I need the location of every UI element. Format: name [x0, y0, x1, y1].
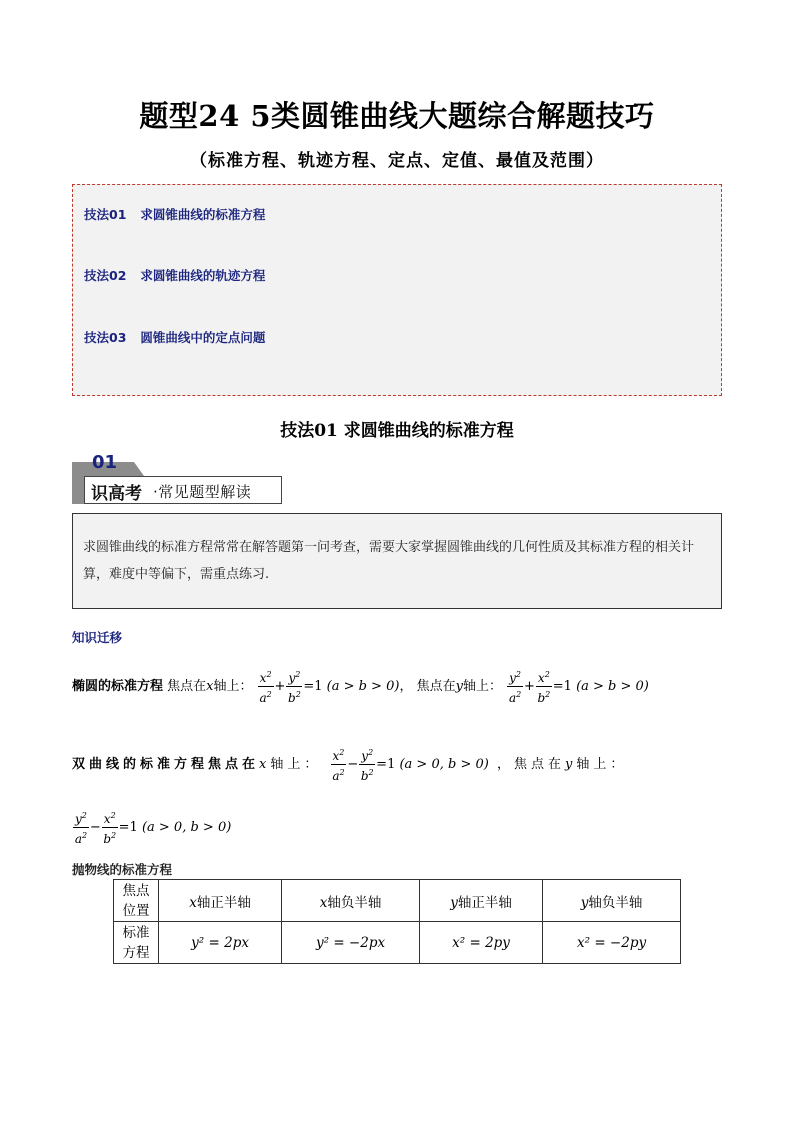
ellipse-frac-1: $\frac{x^2}{a^2}$ — [258, 667, 274, 706]
toc-item-label: 求圆锥曲线的标准方程 — [140, 207, 266, 222]
banner-label-box — [84, 476, 282, 504]
cell-text: 轴正半轴 — [196, 894, 251, 911]
table-cell — [543, 880, 681, 922]
ellipse-frac-2: $\frac{y^2}{b^2}$ — [286, 667, 302, 706]
table-cell: x² = −2py — [543, 922, 681, 964]
ellipse-frac-3: $\frac{y^2}{a^2}$ — [507, 667, 523, 706]
parabola-table — [113, 879, 681, 964]
parabola-label: 抛物线的标准方程 — [72, 862, 173, 877]
toc-item-2[interactable] — [84, 266, 265, 284]
cell-text: 方程 — [122, 944, 150, 961]
table-cell — [159, 880, 282, 922]
page-title: 题型24 5类圆锥曲线大题综合解题技巧 — [139, 99, 655, 133]
cell-var: y — [580, 894, 589, 911]
ellipse-line: 椭圆的标准方程 焦点在x轴上： $\frac{x^2}{a^2}$ + $\frac{y^2}{b^2}$ =1 (a > b > 0)， 焦点在y轴上： $\frac{y^2}{a^2}$ + $\frac{x^2}{b^2}$ =1 (a > b > 0) — [72, 667, 649, 706]
ellipse-frac-4: $\frac{x^2}{b^2}$ — [536, 667, 552, 706]
intro-box: 求圆锥曲线的标准方程常常在解答题第一问考查，需要大家掌握圆锥曲线的几何性质及其标准方程的相关计算，难度中等偏下，需重点练习. — [72, 513, 722, 609]
ellipse-y-suffix: 轴上： — [462, 679, 502, 694]
hyperbola-x-var: x — [259, 757, 271, 772]
table-cell: y² = 2px — [159, 922, 282, 964]
hyperbola-frac-2: $\frac{y^2}{b^2}$ — [359, 745, 375, 784]
ellipse-cond-1: (a > b > 0) — [326, 679, 400, 694]
table-row — [114, 880, 681, 922]
hyperbola-cond-1: (a > 0, b > 0) — [399, 757, 489, 772]
hyperbola-mid: ，焦点在 — [496, 757, 565, 772]
ellipse-label: 椭圆的标准方程 — [72, 679, 164, 694]
toc-item-num: 技法01 — [84, 207, 127, 222]
hyperbola-line-2: $\frac{y^2}{a^2}$ − $\frac{x^2}{b^2}$ =1 (a > 0, b > 0) — [72, 808, 231, 847]
hyperbola-frac-4: $\frac{x^2}{b^2}$ — [102, 808, 118, 847]
toc-box — [72, 184, 722, 396]
hyperbola-line: 双曲线的标准方程焦点在x轴上： $\frac{x^2}{a^2}$ − $\frac{y^2}{b^2}$ =1 (a > 0, b > 0) ，焦点在y轴上： — [72, 745, 627, 784]
table-cell — [419, 880, 542, 922]
hyperbola-y-var: y — [564, 757, 577, 772]
toc-item-num: 技法02 — [84, 268, 127, 283]
ellipse-x-var: x — [206, 679, 214, 694]
ellipse-y-var: y — [455, 679, 463, 694]
toc-item-label: 求圆锥曲线的轨迹方程 — [140, 268, 266, 283]
cell-text: 轴负半轴 — [588, 894, 643, 911]
toc-item-3[interactable] — [84, 328, 265, 346]
hyperbola-frac-1: $\frac{x^2}{a^2}$ — [331, 745, 347, 784]
cell-text: 轴正半轴 — [457, 894, 512, 911]
knowledge-title: 知识迁移 — [72, 630, 123, 645]
hyperbola-x-suffix: 轴上： — [270, 757, 322, 772]
hyperbola-cond-2: (a > 0, b > 0) — [141, 820, 232, 835]
banner-main-text: 识高考 — [91, 484, 142, 504]
cell-var: x — [189, 894, 197, 911]
cell-text: 标准 — [122, 924, 150, 941]
hyperbola-y-suffix: 轴上： — [576, 757, 628, 772]
cell-var: y — [450, 894, 458, 911]
cell-text: 轴负半轴 — [327, 894, 382, 911]
cell-var: x — [319, 894, 328, 911]
hyperbola-label: 双曲线的标准方程焦点在 — [72, 757, 260, 772]
toc-item-num: 技法03 — [84, 330, 127, 345]
ellipse-cond-2: (a > b > 0) — [576, 679, 649, 694]
page-subtitle: （标准方程、轨迹方程、定点、定值、最值及范围） — [190, 151, 604, 171]
table-cell-header — [114, 922, 159, 964]
toc-item-1[interactable] — [84, 205, 265, 223]
section-banner — [72, 452, 286, 506]
table-cell: y² = −2px — [282, 922, 420, 964]
ellipse-x-suffix: 轴上： — [213, 679, 253, 694]
banner-number: 01 — [92, 452, 118, 473]
ellipse-x-prefix: 焦点在 — [167, 679, 207, 694]
cell-text: 焦点 — [122, 882, 150, 899]
table-cell — [282, 880, 420, 922]
cell-text: 位置 — [122, 902, 150, 919]
table-cell: x² = 2py — [419, 922, 542, 964]
table-row — [114, 922, 681, 964]
ellipse-y-prefix: 焦点在 — [416, 679, 456, 694]
toc-item-label: 圆锥曲线中的定点问题 — [140, 330, 266, 345]
table-cell-header — [114, 880, 159, 922]
hyperbola-frac-3: $\frac{y^2}{a^2}$ — [73, 808, 89, 847]
section-heading: 技法01 求圆锥曲线的标准方程 — [280, 421, 514, 441]
banner-sub-text: ·常见题型解读 — [153, 483, 252, 501]
